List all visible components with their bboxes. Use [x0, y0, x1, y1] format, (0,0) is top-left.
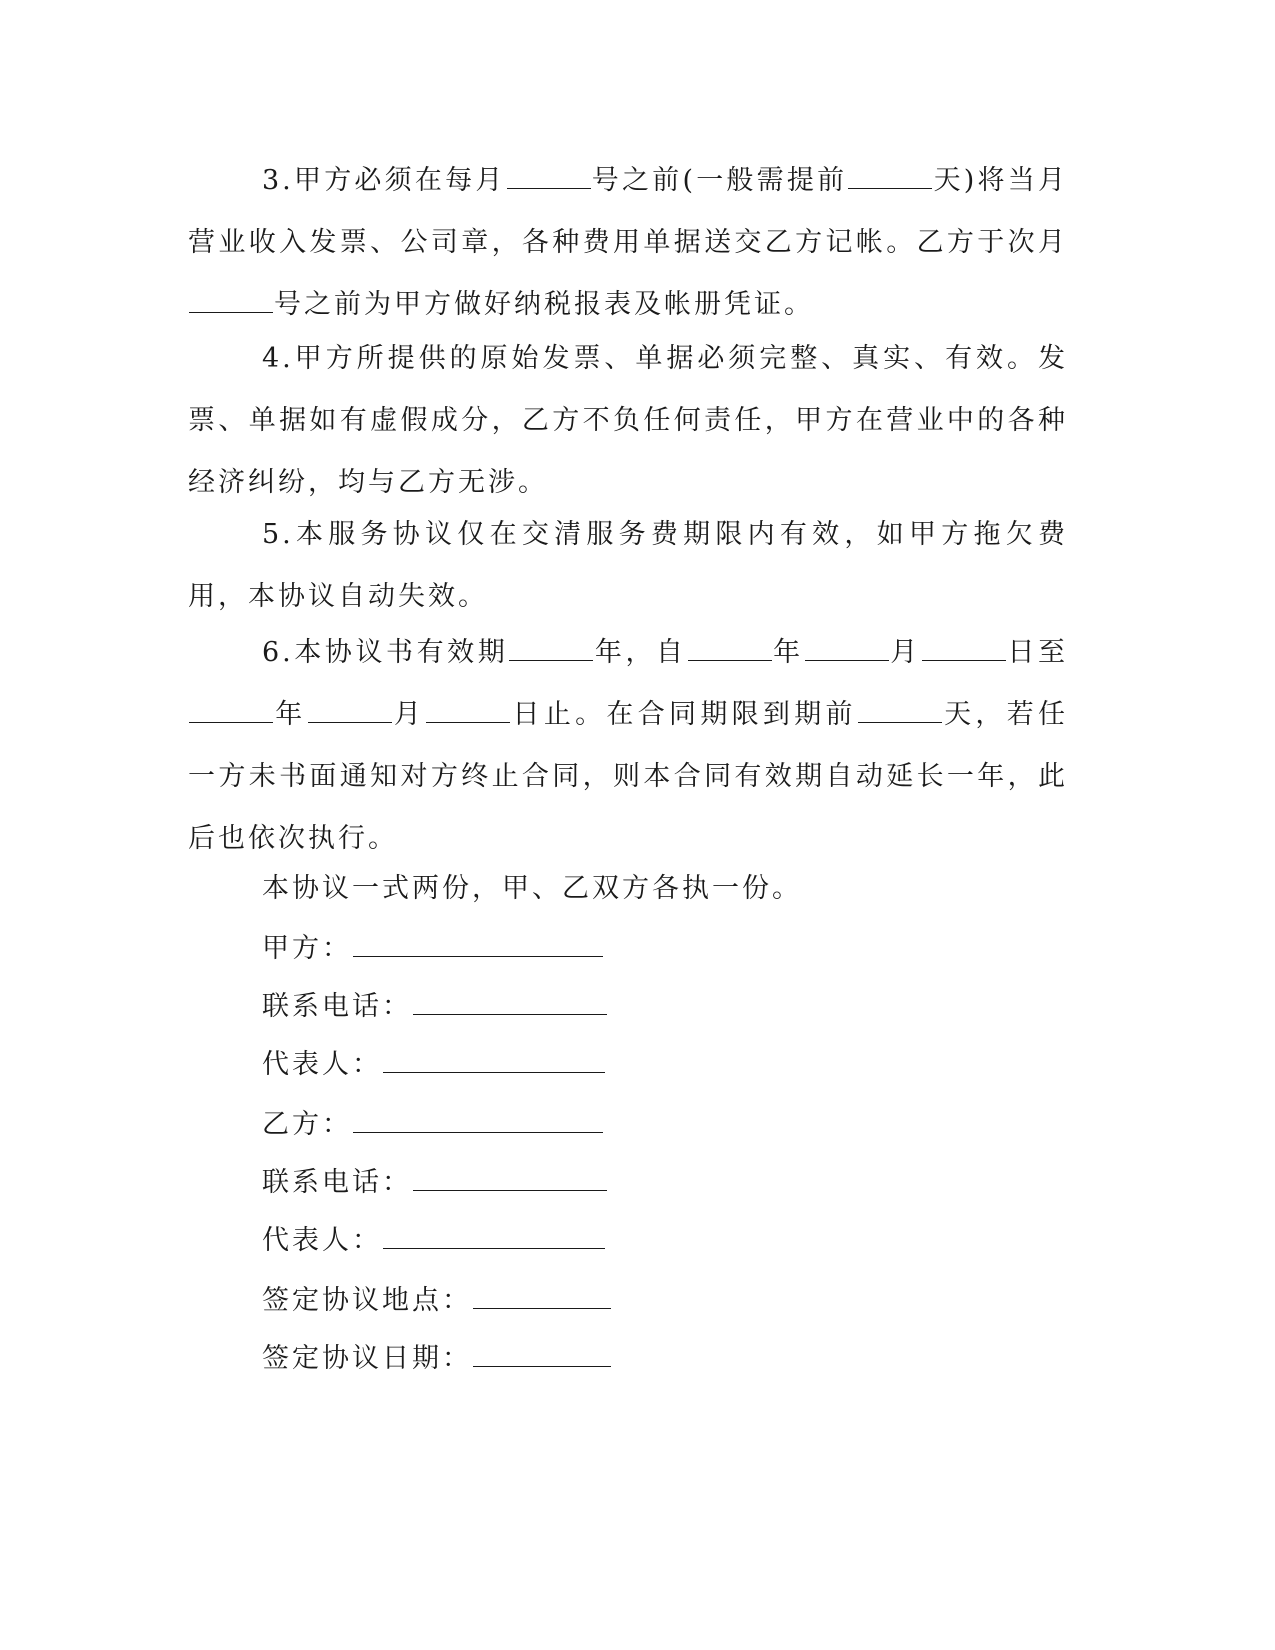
blank-line [805, 638, 889, 661]
blank-line [189, 700, 273, 723]
clause-6-text-6: 年 [274, 699, 307, 730]
party-b-rep-label: 代表人： [262, 1225, 382, 1256]
party-b-phone-line [262, 1152, 608, 1214]
blank-line [507, 166, 591, 189]
clause-5: 5.本服务协议仅在交清服务费期限内有效，如甲方拖欠费用，本协议自动失效。 [188, 519, 1068, 612]
clause-6-text-7: 月 [392, 699, 426, 730]
sign-date-blank [473, 1344, 611, 1367]
blank-line [426, 700, 510, 723]
party-a-blank [353, 934, 603, 957]
blank-line [688, 638, 772, 661]
clause-6 [188, 622, 1068, 870]
party-b-rep-blank [383, 1226, 605, 1249]
party-a-rep-blank [383, 1050, 605, 1073]
party-a-phone-blank [413, 992, 607, 1015]
clause-3-text-1: 3.甲方必须在每月 [262, 165, 506, 196]
copies-statement: 本协议一式两份，甲、乙双方各执一份。 [262, 873, 802, 904]
clause-3-text-3: 天)将当月营业收入发票、公司章，各种费用单据送交乙方记帐。乙方于次月 [188, 165, 1068, 258]
sign-place-blank [473, 1286, 611, 1309]
party-a-rep-line [262, 1034, 606, 1096]
blank-line [509, 638, 593, 661]
clause-6-text-5: 日至 [1006, 637, 1069, 668]
party-a-phone-label: 联系电话： [262, 991, 412, 1022]
sign-place-label: 签定协议地点： [262, 1285, 472, 1316]
party-b-phone-label: 联系电话： [262, 1167, 412, 1198]
blank-line [308, 700, 392, 723]
blank-line [189, 290, 273, 313]
party-b-phone-blank [413, 1168, 607, 1191]
clause-4: 4.甲方所提供的原始发票、单据必须完整、真实、有效。发票、单据如有虚假成分，乙方不负任何责任，甲方在营业中的各种经济纠纷，均与乙方无涉。 [188, 343, 1068, 498]
sign-date-line [262, 1328, 612, 1390]
clause-6-text-2: 年，自 [594, 637, 687, 668]
clause-3 [188, 150, 1068, 336]
party-a-line [262, 918, 604, 980]
party-a-phone-line [262, 976, 608, 1038]
sign-place-line [262, 1270, 612, 1332]
blank-line [922, 638, 1006, 661]
clause-6-text-9: 天，若任一方未书面通知对方终止合同，则本合同有效期自动延长一年，此后也依次执行。 [188, 699, 1069, 854]
party-b-rep-line [262, 1210, 606, 1272]
sign-date-label: 签定协议日期： [262, 1343, 472, 1374]
party-b-line [262, 1094, 604, 1156]
party-a-label: 甲方： [262, 933, 352, 964]
clause-6-text-1: 6.本协议书有效期 [262, 637, 509, 668]
clause-6-text-4: 月 [889, 637, 921, 668]
clause-6-text-3: 年 [772, 637, 804, 668]
party-b-label: 乙方： [262, 1109, 352, 1140]
clause-6-text-8: 日止。在合同期限到期前 [511, 699, 857, 730]
party-b-blank [353, 1110, 603, 1133]
blank-line [858, 700, 942, 723]
clause-3-text-4: 号之前为甲方做好纳税报表及帐册凭证。 [274, 289, 814, 320]
blank-line [848, 166, 932, 189]
party-a-rep-label: 代表人： [262, 1049, 382, 1080]
clause-3-text-2: 号之前(一般需提前 [591, 165, 848, 196]
